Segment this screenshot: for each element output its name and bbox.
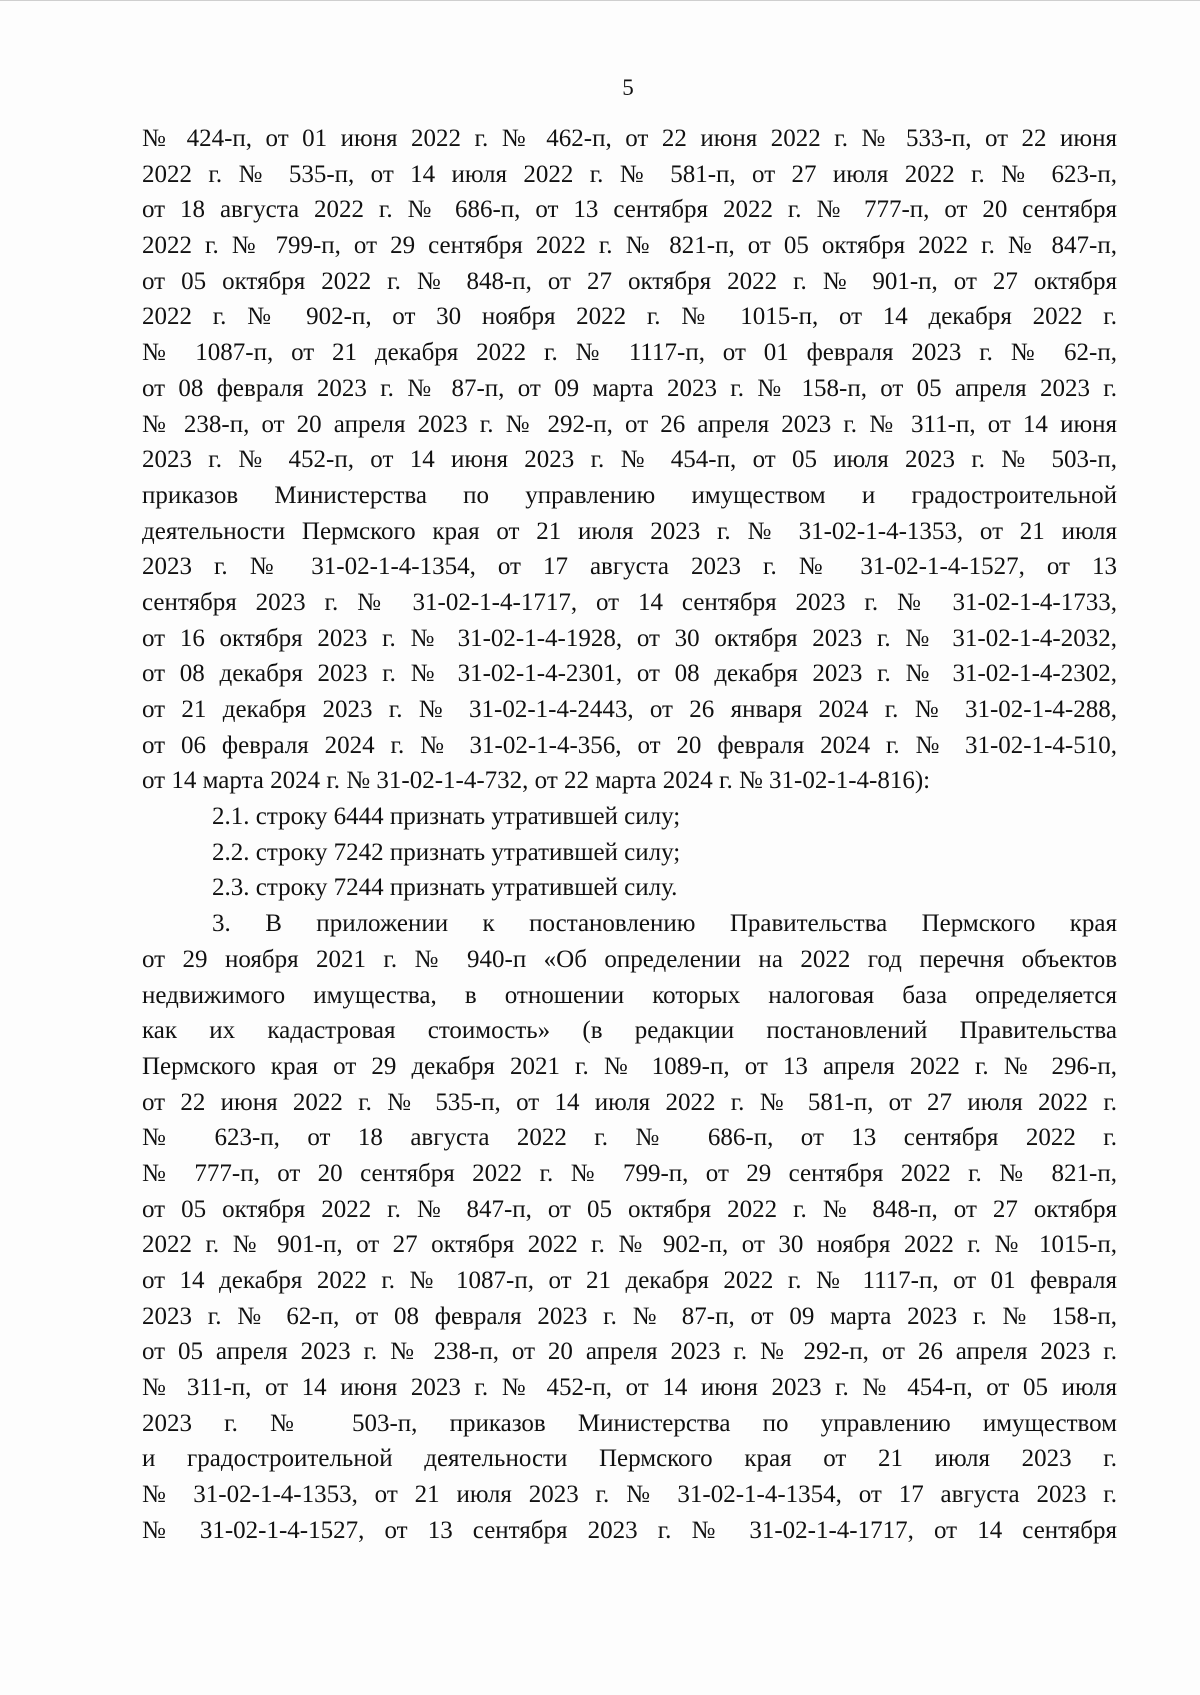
text-line: от 21 декабря 2023 г. № 31-02-1-4-2443, от 26 января 2024 г. № 31-02-1-4-288,	[142, 696, 1117, 723]
text-line: 2023 г. № 503-п, приказов Министерства по управлению имуществом	[142, 1409, 1117, 1437]
text-line: от 16 октября 2023 г. № 31-02-1-4-1928, от 30 октября 2023 г. № 31-02-1-4-2032,	[142, 624, 1117, 652]
text-line: от 05 октября 2022 г. № 847-п, от 05 октября 2022 г. № 848-п, от 27 октября	[142, 1195, 1117, 1223]
text-line: от 08 декабря 2023 г. № 31-02-1-4-2301, от 08 декабря 2023 г. № 31-02-1-4-2302,	[142, 660, 1117, 688]
text-line: деятельности Пермского края от 21 июля 2023 г. № 31-02-1-4-1353, от 21 июля	[142, 517, 1117, 545]
text-line: № 777-п, от 20 сентября 2022 г. № 799-п, от 29 сентября 2022 г. № 821-п,	[142, 1159, 1117, 1187]
text-line: от 14 декабря 2022 г. № 1087-п, от 21 декабря 2022 г. № 1117-п, от 01 февраля	[142, 1267, 1117, 1294]
list-item-2-1: 2.1. строку 6444 признать утратившей силу;	[212, 803, 681, 831]
text-line: № 1087-п, от 21 декабря 2022 г. № 1117-п, от 01 февраля 2023 г. № 62-п,	[142, 339, 1117, 367]
text-line: от 05 октября 2022 г. № 848-п, от 27 октября 2022 г. № 901-п, от 27 октября	[142, 267, 1117, 295]
list-item-2-3: 2.3. строку 7244 признать утратившей силу.	[212, 874, 678, 902]
text-line: от 22 июня 2022 г. № 535-п, от 14 июля 2022 г. № 581-п, от 27 июля 2022 г.	[142, 1088, 1117, 1116]
text-line: от 14 марта 2024 г. № 31-02-1-4-732, от 22 марта 2024 г. № 31-02-1-4-816):	[142, 767, 931, 795]
text-line: от 05 апреля 2023 г. № 238-п, от 20 апреля 2023 г. № 292-п, от 26 апреля 2023 г.	[142, 1338, 1117, 1366]
text-line: № 238-п, от 20 апреля 2023 г. № 292-п, от 26 апреля 2023 г. № 311-п, от 14 июня	[142, 410, 1117, 438]
text-line: 2022 г. № 535-п, от 14 июля 2022 г. № 581-п, от 27 июля 2022 г. № 623-п,	[142, 160, 1117, 188]
text-line: № 311-п, от 14 июня 2023 г. № 452-п, от 14 июня 2023 г. № 454-п, от 05 июля	[142, 1374, 1117, 1402]
text-line: 2022 г. № 901-п, от 27 октября 2022 г. № 902-п, от 30 ноября 2022 г. № 1015-п,	[142, 1231, 1117, 1259]
text-line: 2022 г. № 799-п, от 29 сентября 2022 г. № 821-п, от 05 октября 2022 г. № 847-п,	[142, 232, 1117, 260]
page-number: 5	[622, 75, 634, 100]
text-line: № 31-02-1-4-1527, от 13 сентября 2023 г. № 31-02-1-4-1717, от 14 сентября	[142, 1516, 1117, 1544]
text-line: и градостроительной деятельности Пермского края от 21 июля 2023 г.	[142, 1445, 1117, 1473]
text-line: 2022 г. № 902-п, от 30 ноября 2022 г. № 1015-п, от 14 декабря 2022 г.	[142, 303, 1117, 331]
text-line: от 18 августа 2022 г. № 686-п, от 13 сентября 2022 г. № 777-п, от 20 сентября	[142, 196, 1117, 224]
text-line: № 31-02-1-4-1353, от 21 июля 2023 г. № 31-02-1-4-1354, от 17 августа 2023 г.	[142, 1481, 1117, 1509]
text-line: недвижимого имущества, в отношении которых налоговая база определяется	[142, 981, 1117, 1009]
text-line: приказов Министерства по управлению имуществом и градостроительной	[142, 481, 1117, 509]
text-line: от 08 февраля 2023 г. № 87-п, от 09 марта 2023 г. № 158-п, от 05 апреля 2023 г.	[142, 374, 1117, 402]
list-item-2-2: 2.2. строку 7242 признать утратившей силу;	[212, 838, 681, 866]
document-body	[142, 121, 1117, 1549]
text-line: от 06 февраля 2024 г. № 31-02-1-4-356, от 20 февраля 2024 г. № 31-02-1-4-510,	[142, 731, 1117, 759]
text-line: Пермского края от 29 декабря 2021 г. № 1089-п, от 13 апреля 2022 г. № 296-п,	[142, 1052, 1117, 1080]
text-line: 2023 г. № 452-п, от 14 июня 2023 г. № 454-п, от 05 июля 2023 г. № 503-п,	[142, 446, 1117, 474]
text-line: сентября 2023 г. № 31-02-1-4-1717, от 14 сентября 2023 г. № 31-02-1-4-1733,	[142, 588, 1117, 616]
text-line: 2023 г. № 62-п, от 08 февраля 2023 г. № 87-п, от 09 марта 2023 г. № 158-п,	[142, 1302, 1117, 1330]
text-line: 2023 г. № 31-02-1-4-1354, от 17 августа 2023 г. № 31-02-1-4-1527, от 13	[142, 553, 1117, 581]
text-line: от 29 ноября 2021 г. № 940-п «Об определении на 2022 год перечня объектов	[142, 945, 1117, 973]
text-line: № 623-п, от 18 августа 2022 г. № 686-п, от 13 сентября 2022 г.	[142, 1124, 1117, 1152]
paragraph-3-start: 3. В приложении к постановлению Правительства Пермского края	[212, 910, 1117, 938]
text-line: как их кадастровая стоимость» (в редакции постановлений Правительства	[142, 1017, 1117, 1045]
text-line: № 424-п, от 01 июня 2022 г. № 462-п, от 22 июня 2022 г. № 533-п, от 22 июня	[142, 125, 1117, 152]
